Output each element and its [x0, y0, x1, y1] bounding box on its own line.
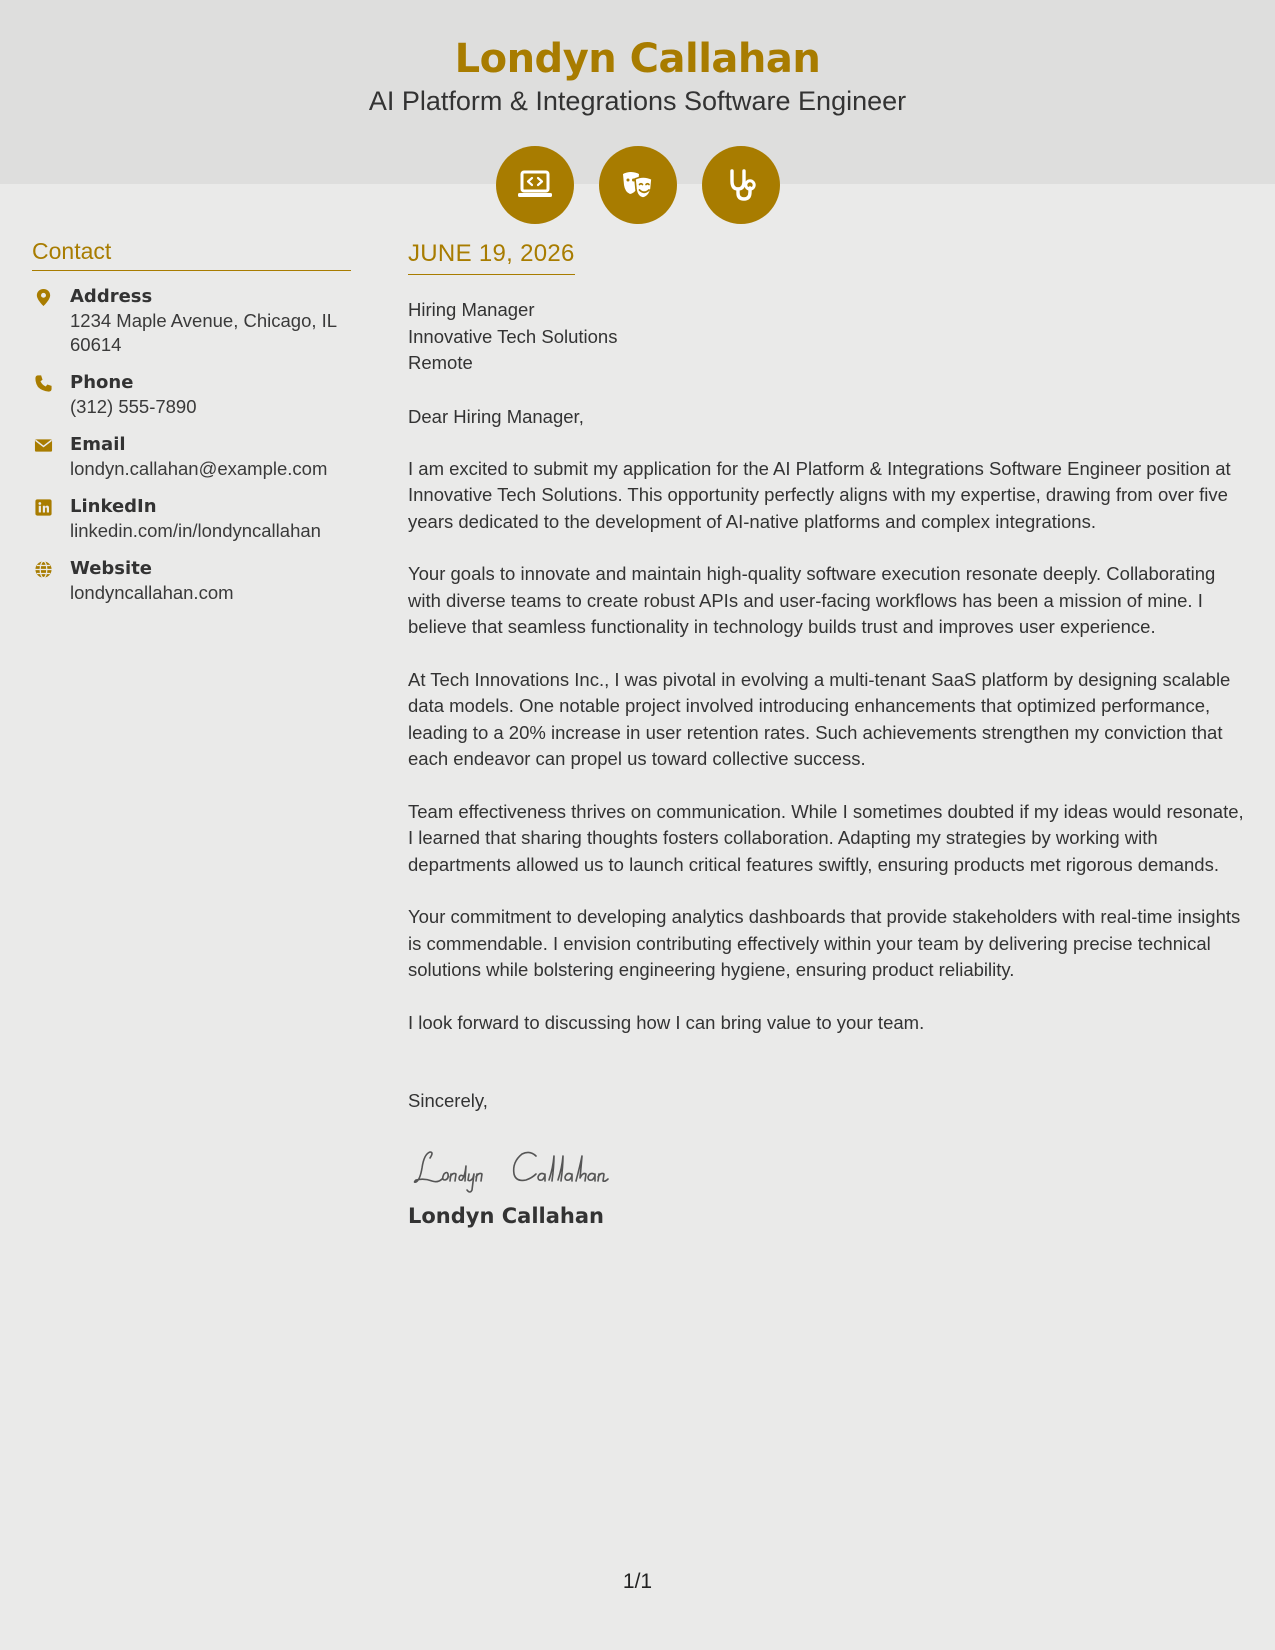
letter-paragraph: I look forward to discussing how I can bring value to your team.	[408, 1011, 925, 1033]
globe-icon	[32, 557, 70, 605]
contact-website	[32, 557, 351, 605]
contact-address	[32, 285, 351, 357]
contact-sidebar	[32, 238, 351, 619]
recipient-line: Remote	[408, 352, 473, 373]
phone-value: (312) 555-7890	[70, 396, 197, 417]
laptop-code-icon	[496, 146, 574, 224]
letter-paragraph: Your commitment to developing analytics dashboards that provide stakeholders with real-time insights is commendable. I envision contributing effectively within your team by delivering precise technical solutions while bolstering engineering hygiene, ensuring product reliability.	[408, 906, 1241, 980]
job-title: AI Platform & Integrations Software Engineer	[368, 86, 907, 116]
address-value: 1234 Maple Avenue, Chicago, IL 60614	[70, 310, 337, 355]
contact-linkedin	[32, 495, 351, 543]
letter-paragraph: Your goals to innovate and maintain high-quality software execution resonate deeply. Collaborating with diverse teams to create robust APIs and user-facing workflows has been a mission of mine. I believe that seamless functionality in technology builds trust and improves user experience.	[408, 563, 1216, 637]
stethoscope-icon	[702, 146, 780, 224]
header-icon-row	[0, 146, 1275, 224]
email-value: londyn.callahan@example.com	[70, 458, 328, 479]
theater-masks-icon	[599, 146, 677, 224]
salutation: Dear Hiring Manager,	[408, 405, 584, 427]
contact-label: Website	[70, 558, 153, 579]
contact-phone	[32, 371, 351, 419]
signed-name: Londyn Callahan	[408, 1204, 604, 1228]
letter-paragraph: I am excited to submit my application for the AI Platform & Integrations Software Engineer position at Innovative Tech Solutions. This opportunity perfectly aligns with my expertise, drawing from over five years dedicated to the development of AI-native platforms and complex integrations.	[408, 457, 1231, 532]
envelope-icon	[32, 433, 70, 481]
map-marker-icon	[32, 285, 70, 357]
letter-paragraph: Team effectiveness thrives on communication. While I sometimes doubted if my ideas would resonate, I learned that sharing thoughts fosters collaboration. Adapting my strategies by working with departments allowed us to launch critical features swiftly, ensuring products met rigorous demands.	[408, 800, 1244, 875]
page-number: 1/1	[622, 1570, 653, 1593]
recipient-line: Innovative Tech Solutions	[408, 325, 618, 347]
letter-date: JUNE 19, 2026	[408, 240, 575, 275]
recipient-line: Hiring Manager	[408, 299, 535, 320]
letter-paragraph: At Tech Innovations Inc., I was pivotal in evolving a multi-tenant SaaS platform by designing scalable data models. One notable project involved introducing enhancements that optimized performance, leading to a 20% increase in user retention rates. Such achievements strengthen my conviction that each endeavor can propel us toward collective success.	[408, 668, 1231, 769]
contact-heading: Contact	[32, 238, 351, 271]
contact-label: Address	[70, 286, 153, 307]
phone-icon	[32, 371, 70, 419]
linkedin-value: linkedin.com/in/londyncallahan	[70, 520, 321, 541]
linkedin-icon	[32, 495, 70, 543]
recipient-block	[408, 297, 1248, 377]
closing: Sincerely,	[408, 1090, 488, 1111]
contact-list	[32, 285, 351, 605]
contact-label: Phone	[70, 372, 134, 393]
contact-label: LinkedIn	[70, 496, 157, 517]
website-value: londyncallahan.com	[70, 582, 234, 603]
candidate-name: Londyn Callahan	[454, 36, 821, 82]
contact-label: Email	[70, 434, 126, 455]
handwritten-signature	[408, 1138, 1248, 1198]
contact-email	[32, 433, 351, 481]
letter-body	[408, 240, 1248, 1228]
